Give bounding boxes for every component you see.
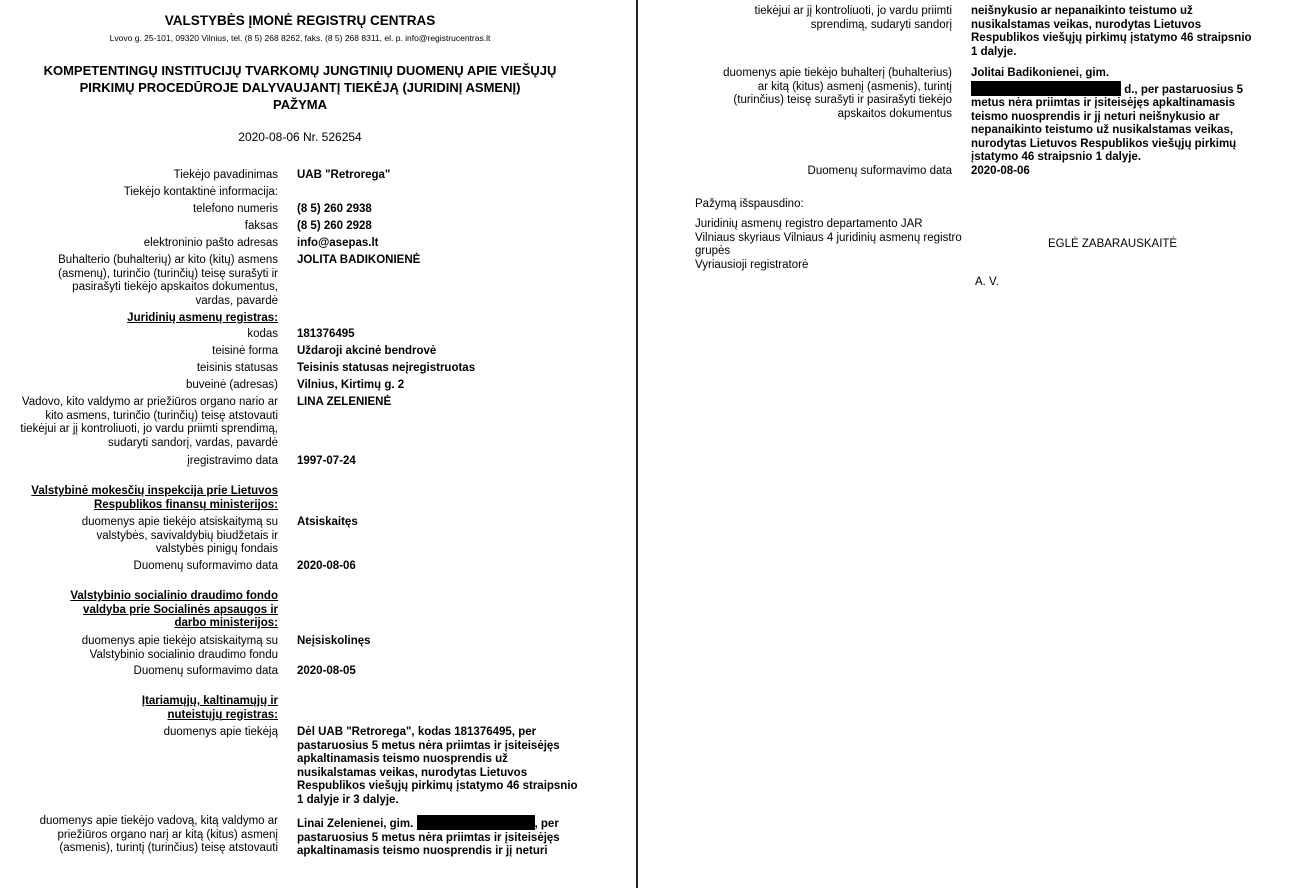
seat-label: buveinė (adresas)	[185, 379, 278, 391]
department-line: Juridinių asmenų registro departamento JAR	[695, 218, 923, 230]
ird-manager-label: duomenys apie tiekėjo vadovą, kitą valdymo ar priežiūros organo narį ar kitą (kitus) asmenį (asmenis), turintį (turinčius) teisę atstovauti	[39, 815, 278, 854]
vmi-date-value: 2020-08-06	[297, 560, 356, 572]
title-line: PIRKIMŲ PROCEDŪROJE DALYVAUJANTĮ TIEKĖJĄ (JURIDINĮ ASMENĮ)	[79, 80, 521, 95]
supplier-name: UAB "Retrorega"	[297, 169, 391, 181]
legal-status-label: teisinis statusas	[196, 362, 278, 374]
ird-accountant-text	[971, 67, 1261, 165]
ird-accountant-text-start: Jolitai Badikonienei, gim.	[971, 67, 1110, 79]
sodra-settlement-value: Neįsiskolinęs	[297, 635, 371, 647]
sodra-settlement-label: duomenys apie tiekėjo atsiskaitymą su Valstybinio socialinio draudimo fondu	[81, 635, 278, 661]
title-line: KOMPETENTINGŲ INSTITUCIJŲ TVARKOMŲ JUNGTINIŲ DUOMENŲ APIE VIEŠŲJŲ	[43, 63, 557, 78]
legal-form-value: Uždaroji akcinė bendrovė	[297, 345, 437, 357]
ird-heading: Įtariamųjų, kaltinamųjų ir nuteistųjų registras:	[141, 695, 278, 721]
legal-form-label: teisinė forma	[212, 345, 278, 357]
sodra-date-label: Duomenų suformavimo data	[133, 665, 278, 677]
phone-label: telefono numeris	[192, 203, 278, 215]
jar-heading: Juridinių asmenų registras:	[127, 312, 278, 324]
supplier-contact-label: Tiekėjo kontaktinė informacija:	[123, 186, 278, 198]
signer-name: EGLĖ ZABARAUSKAITĖ	[1048, 238, 1178, 250]
ird-accountant-label: duomenys apie tiekėjo buhalterį (buhalterius) ar kitą (kitus) asmenį (asmenis), turintį (turinčius) teisę surašyti ir pasirašyti tiekėjo apskaitos dokumentus	[723, 67, 952, 120]
sodra-heading: Valstybinio socialinio draudimo fondo valdyba prie Socialinės apsaugos ir darbo ministerijos:	[70, 590, 278, 629]
reg-date-label: įregistravimo data	[187, 455, 278, 467]
document-page-right	[638, 0, 1292, 888]
fax-label: faksas	[244, 220, 278, 232]
ird-manager-text-start: Linai Zelenienei, gim.	[297, 818, 414, 830]
document-page-left	[0, 0, 636, 888]
vmi-date-label: Duomenų suformavimo data	[133, 560, 278, 572]
issuer-address: Lvovo g. 25-101, 09320 Vilnius, tel. (8 5) 268 8262, faks. (8 5) 268 8311, el. p. info@registrucentras.lt	[109, 33, 491, 43]
fax-value: (8 5) 260 2928	[297, 220, 372, 232]
ird-date-label: Duomenų suformavimo data	[807, 165, 952, 177]
vmi-settlement-value: Atsiskaitęs	[297, 516, 358, 528]
email-label: elektroninio pašto adresas	[143, 237, 278, 249]
printed-by-label: Pažymą išspausdino:	[695, 198, 804, 210]
ird-manager-text-continued: neišnykusio ar nepanaikinto teistumo už nusikalstamas veikas, nurodytas Lietuvos Respublikos viešųjų pirkimų įstatymo 46 straipsnio 1 dalyje.	[971, 5, 1252, 58]
email-value: info@asepas.lt	[297, 237, 379, 249]
stamp-placeholder: A. V.	[975, 276, 999, 288]
redaction-block	[971, 81, 1121, 96]
document-date-number: 2020-08-06 Nr. 526254	[238, 130, 362, 144]
document-title	[20, 62, 580, 113]
code-label: kodas	[247, 328, 278, 340]
ird-manager-text-cont: pastaruosius 5 metus nėra priimtas ir įsiteisėjęs apkaltinamasis teismo nuosprendis ir jį neturi	[297, 831, 560, 857]
department-line: Vilniaus skyriaus Vilniaus 4 juridinių asmenų registro grupės	[695, 231, 962, 257]
phone-value: (8 5) 260 2938	[297, 203, 372, 215]
vmi-settlement-label: duomenys apie tiekėjo atsiskaitymą su valstybės, savivaldybių biudžetais ir valstybės pinigų fondais	[81, 516, 278, 555]
issuer-name: VALSTYBĖS ĮMONĖ REGISTRŲ CENTRAS	[164, 13, 436, 28]
reg-date-value: 1997-07-24	[297, 455, 356, 467]
seat-value: Vilnius, Kirtimų g. 2	[297, 379, 405, 391]
title-line: PAŽYMA	[273, 97, 327, 112]
legal-status-value: Teisinis statusas neįregistruotas	[297, 362, 476, 374]
ird-manager-text-mid: , per	[534, 818, 559, 830]
vmi-heading: Valstybinė mokesčių inspekcija prie Lietuvos Respublikos finansų ministerijos:	[31, 485, 278, 511]
supplier-name-label: Tiekėjo pavadinimas	[173, 169, 278, 181]
manager-value: LINA ZELENIENĖ	[297, 396, 392, 408]
code-value: 181376495	[297, 328, 355, 340]
ird-accountant-text-rest: d., per pastaruosius 5 metus nėra priimtas ir įsiteisėjęs apkaltinamasis teismo nuosprendis ir jį neturi neišnykusio ar nepanaikinto teistumo už nusikalstamas veikas, nurodytas Lietuvos Respublikos viešųjų pirkimų įstatymo 46 straipsnio 1 dalyje.	[971, 83, 1244, 163]
ird-manager-text	[297, 815, 582, 859]
accountant-label: Buhalterio (buhalterių) ar kito (kitų) asmens (asmenų), turinčio (turinčių) teisę surašyti ir pasirašyti tiekėjo apskaitos dokumentus, vardas, pavardė	[58, 254, 278, 307]
sodra-date-value: 2020-08-05	[297, 665, 356, 677]
ird-supplier-text: Dėl UAB "Retrorega", kodas 181376495, per pastaruosius 5 metus nėra priimtas ir įsiteisėjęs apkaltinamasis teismo nuosprendis už nusikalstamas veikas, nurodytas Lietuvos Respublikos viešųjų pirkimų įstatymo 46 straipsnio 1 dalyje ir 3 dalyje.	[297, 726, 578, 806]
ird-supplier-label: duomenys apie tiekėją	[163, 726, 278, 738]
signer-position: Vyriausioji registratorė	[695, 258, 809, 271]
redaction-block	[417, 815, 535, 830]
manager-label: Vadovo, kito valdymo ar priežiūros organo nario ar kito asmens, turinčio (turinčių) teisę atstovauti tiekėjui ar jį kontroliuoti, jo vardu priimti sprendimą, sudaryti sandorį, vardas, pavardė	[20, 396, 278, 449]
ird-date-value: 2020-08-06	[971, 165, 1030, 177]
ird-manager-label-continued: tiekėjui ar jį kontroliuoti, jo vardu priimti sprendimą, sudaryti sandorį	[754, 5, 952, 31]
accountant-value: JOLITA BADIKONIENĖ	[297, 254, 421, 266]
signer-department	[695, 218, 975, 272]
